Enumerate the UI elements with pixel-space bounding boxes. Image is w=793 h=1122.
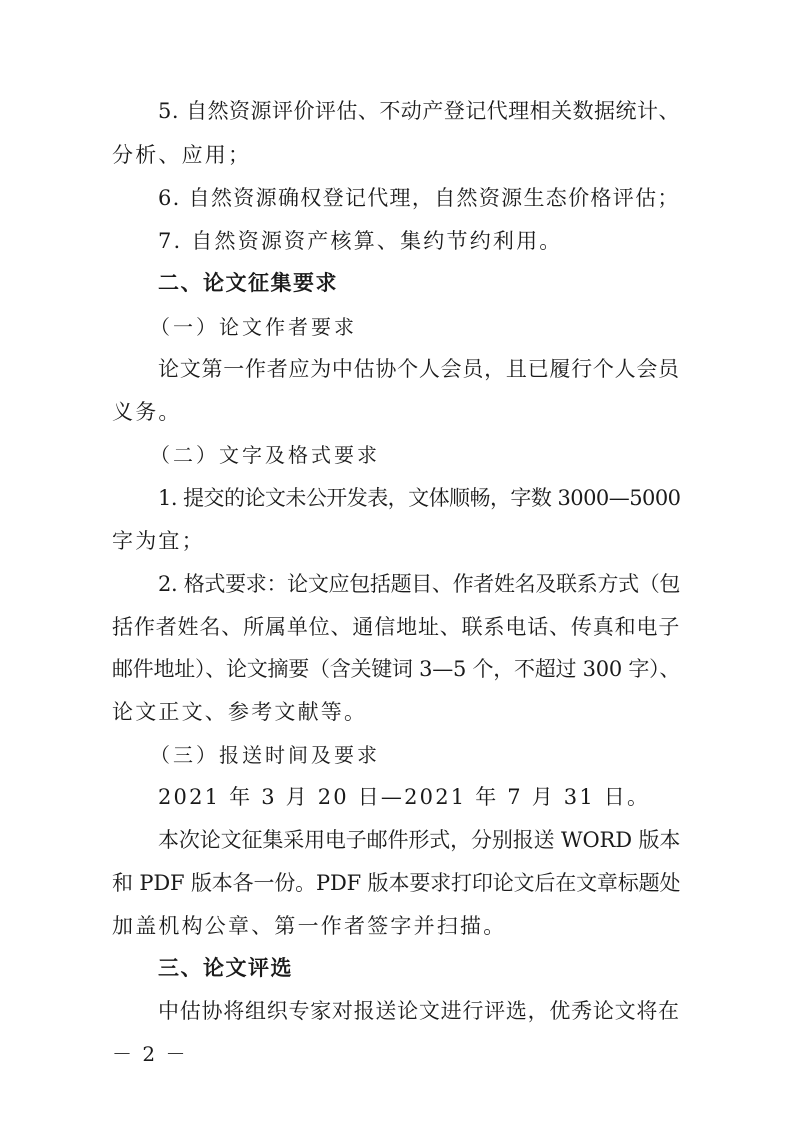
page-number: － 2 － bbox=[112, 1042, 188, 1066]
paragraph-line: 1. 提交的论文未公开发表，文体顺畅，字数 3000—5000 bbox=[158, 486, 681, 510]
paragraph-line: 字为宜； bbox=[112, 529, 205, 553]
subsection-heading-2: （二）文字及格式要求 bbox=[150, 443, 380, 467]
paragraph-line: 中估协将组织专家对报送论文进行评选，优秀论文将在 bbox=[158, 999, 680, 1023]
paragraph-line: 本次论文征集采用电子邮件形式，分别报送 WORD 版本 bbox=[158, 828, 681, 852]
list-item-6: 6. 自然资源确权登记代理，自然资源生态价格评估； bbox=[158, 186, 680, 210]
paragraph-line: 2. 格式要求：论文应包括题目、作者姓名及联系方式（包 bbox=[158, 572, 681, 596]
section-heading-3: 三、论文评选 bbox=[158, 956, 293, 980]
paragraph-line: 义务。 bbox=[112, 400, 182, 424]
list-item-7: 7. 自然资源资产核算、集约节约利用。 bbox=[158, 229, 563, 253]
list-item-5-continued: 分析、应用； bbox=[112, 143, 252, 167]
paragraph-line: 和 PDF 版本各一份。PDF 版本要求打印论文后在文章标题处 bbox=[112, 871, 681, 895]
section-heading-2: 二、论文征集要求 bbox=[158, 271, 338, 295]
paragraph-line: 论文第一作者应为中估协个人会员，且已履行个人会员 bbox=[158, 357, 680, 381]
paragraph-line: 邮件地址）、论文摘要（含关键词 3—5 个，不超过 300 字）、 bbox=[112, 657, 681, 681]
paragraph-line: 加盖机构公章、第一作者签字并扫描。 bbox=[112, 914, 507, 938]
paragraph-line: 括作者姓名、所属单位、通信地址、联系电话、传真和电子 bbox=[112, 615, 681, 639]
list-item-5: 5. 自然资源评价评估、不动产登记代理相关数据统计、 bbox=[158, 99, 680, 123]
subsection-heading-3: （三）报送时间及要求 bbox=[150, 743, 380, 767]
paragraph-line: 2021 年 3 月 20 日—2021 年 7 月 31 日。 bbox=[158, 785, 651, 809]
paragraph-line: 论文正文、参考文献等。 bbox=[112, 700, 368, 724]
subsection-heading-1: （一）论文作者要求 bbox=[150, 315, 357, 339]
